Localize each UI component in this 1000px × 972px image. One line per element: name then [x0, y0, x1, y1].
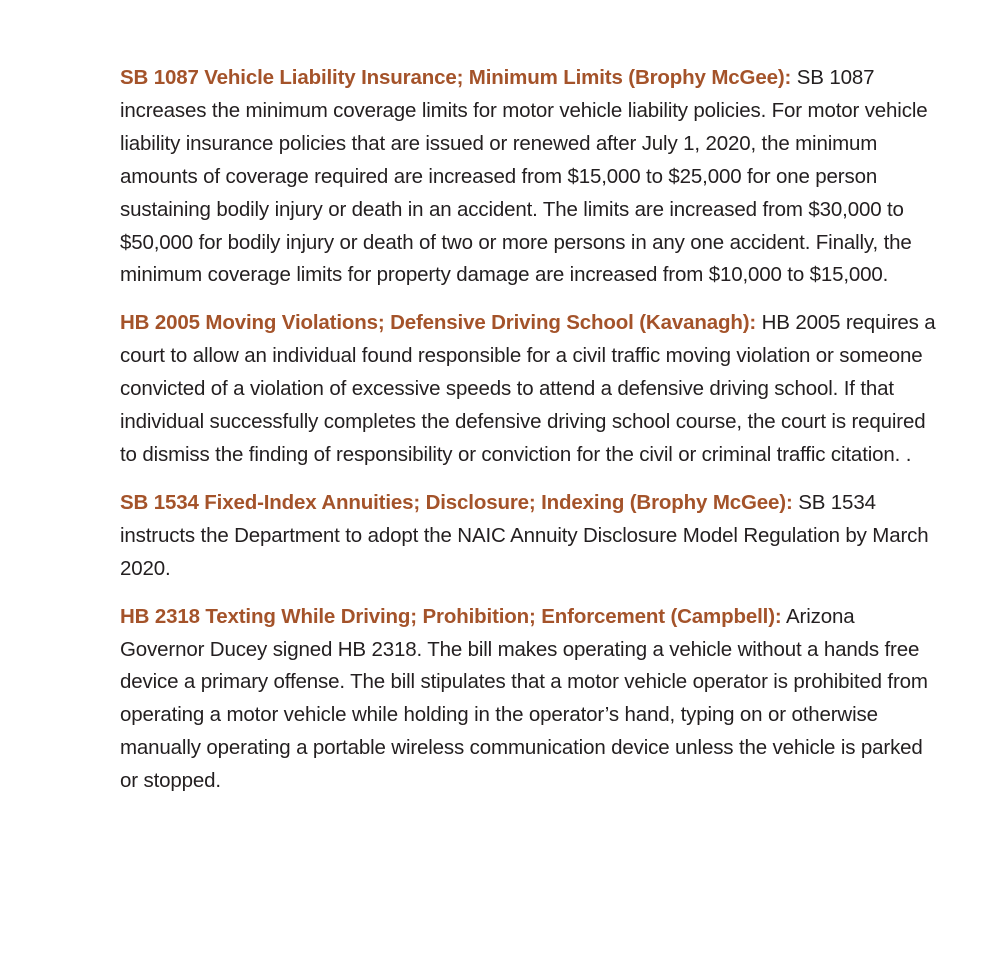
bill-heading: SB 1087 Vehicle Liability Insurance; Minimum Limits (Brophy McGee):	[120, 66, 792, 89]
bill-description: Arizona Governor Ducey signed HB 2318. The bill makes operating a vehicle without a hands free device a primary offense. The bill stipulates that a motor vehicle operator is prohibited from operating a motor vehicle while holding in the operator’s hand, typing on or otherwise manually operating a portable wireless communication device unless the vehicle is parked or stopped.	[120, 604, 928, 793]
bill-description: SB 1534 instructs the Department to adopt the NAIC Annuity Disclosure Model Regulation by March 2020.	[120, 490, 929, 580]
bill-entry-sb1534	[120, 487, 940, 586]
bill-entry-sb1087	[120, 62, 940, 292]
document-page	[120, 62, 940, 813]
bill-heading: SB 1534 Fixed-Index Annuities; Disclosure; Indexing (Brophy McGee):	[120, 490, 793, 514]
bill-heading: HB 2318 Texting While Driving; Prohibition; Enforcement (Campbell):	[120, 604, 782, 628]
bill-description: HB 2005 requires a court to allow an individual found responsible for a civil traffic moving violation or someone convicted of a violation of excessive speeds to attend a defensive driving school. If that individual successfully completes the defensive driving school course, the court is required to dismiss the finding of responsibility or conviction for the civil or criminal traffic citation. .	[120, 311, 936, 466]
bill-entry-hb2318	[120, 601, 940, 798]
bill-description: SB 1087 increases the minimum coverage limits for motor vehicle liability policies. For motor vehicle liability insurance policies that are issued or renewed after July 1, 2020, the minimum amounts of coverage required are increased from $15,000 to $25,000 for one person sustaining bodily injury or death in an accident. The limits are increased from $30,000 to $50,000 for bodily injury or death of two or more persons in any one accident. Finally, the minimum coverage limits for property damage are increased from $10,000 to $15,000.	[120, 66, 928, 287]
bill-entry-hb2005	[120, 307, 940, 472]
bill-heading: HB 2005 Moving Violations; Defensive Driving School (Kavanagh):	[120, 311, 757, 335]
